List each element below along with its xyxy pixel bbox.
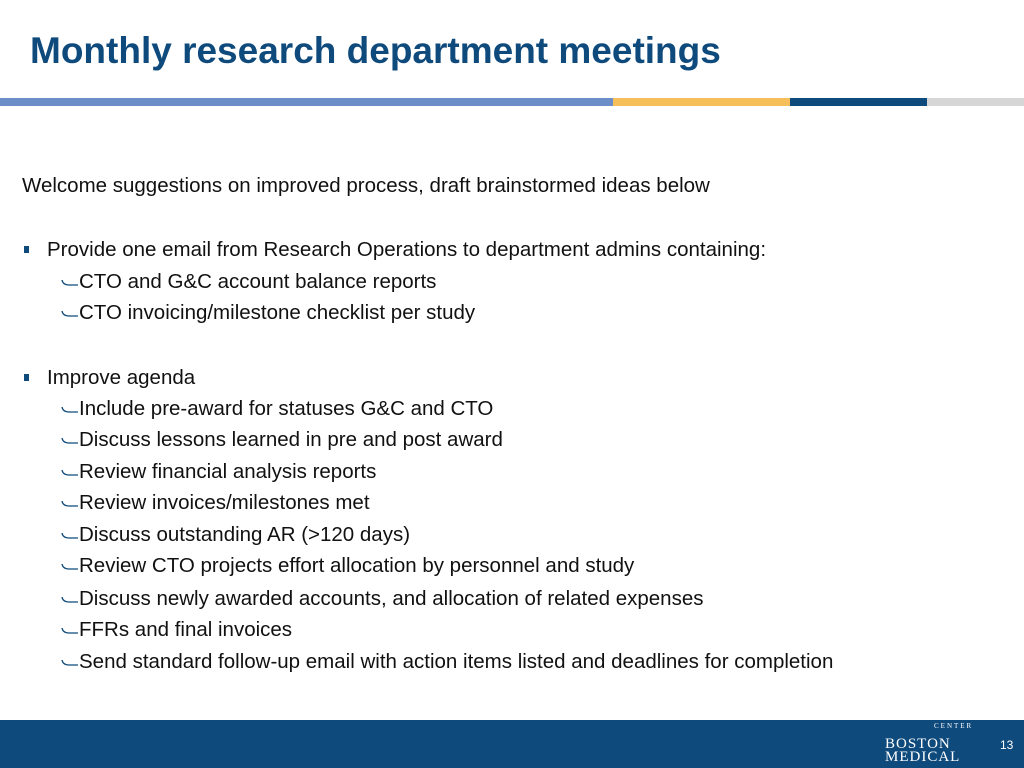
slide-title: Monthly research department meetings (30, 30, 721, 71)
square-bullet-icon (24, 374, 29, 381)
bullet-text: Provide one email from Research Operations to department admins containing: (47, 238, 767, 261)
boston-medical-center-logo (882, 722, 972, 766)
swoosh-dash-icon (60, 591, 78, 607)
swoosh-dash-icon (60, 558, 78, 574)
sub-bullet-text: Discuss lessons learned in pre and post award (79, 428, 503, 451)
logo-line-boston: BOSTON (885, 736, 951, 752)
sub-bullet-text: Include pre-award for statuses G&C and CTO (79, 397, 494, 420)
bullet-text: Improve agenda (47, 366, 196, 389)
footer-bar (0, 720, 1024, 768)
sub-bullet-text: CTO and G&C account balance reports (79, 270, 437, 293)
logo-line-medical: MEDICAL (885, 749, 961, 765)
swoosh-dash-icon (60, 401, 78, 417)
swoosh-dash-icon (60, 622, 78, 638)
sub-bullet-text: Discuss newly awarded accounts, and allocation of related expenses (79, 587, 704, 610)
sub-bullet-text: CTO invoicing/milestone checklist per study (79, 301, 476, 324)
swoosh-dash-icon (60, 527, 78, 543)
swoosh-dash-icon (60, 274, 78, 290)
sub-bullet-text: Review invoices/milestones met (79, 491, 370, 514)
swoosh-dash-icon (60, 305, 78, 321)
swoosh-dash-icon (60, 654, 78, 670)
accent-bar-blue (0, 98, 613, 106)
swoosh-dash-icon (60, 464, 78, 480)
sub-bullet-text: Review CTO projects effort allocation by personnel and study (79, 554, 635, 577)
sub-bullet-text: Discuss outstanding AR (>120 days) (79, 523, 411, 546)
intro-text: Welcome suggestions on improved process, draft brainstormed ideas below (22, 174, 710, 197)
page-number: 13 (1000, 738, 1014, 752)
accent-bar-navy (790, 98, 927, 106)
swoosh-dash-icon (60, 495, 78, 511)
square-bullet-icon (24, 246, 29, 253)
sub-bullet-text: Review financial analysis reports (79, 460, 377, 483)
sub-bullet-text: FFRs and final invoices (79, 618, 293, 641)
accent-bar-gray (927, 98, 1024, 106)
swoosh-dash-icon (60, 432, 78, 448)
accent-bar-gold (613, 98, 790, 106)
logo-arc-text: CENTER (934, 722, 974, 730)
sub-bullet-text: Send standard follow-up email with action items listed and deadlines for completion (79, 650, 834, 673)
